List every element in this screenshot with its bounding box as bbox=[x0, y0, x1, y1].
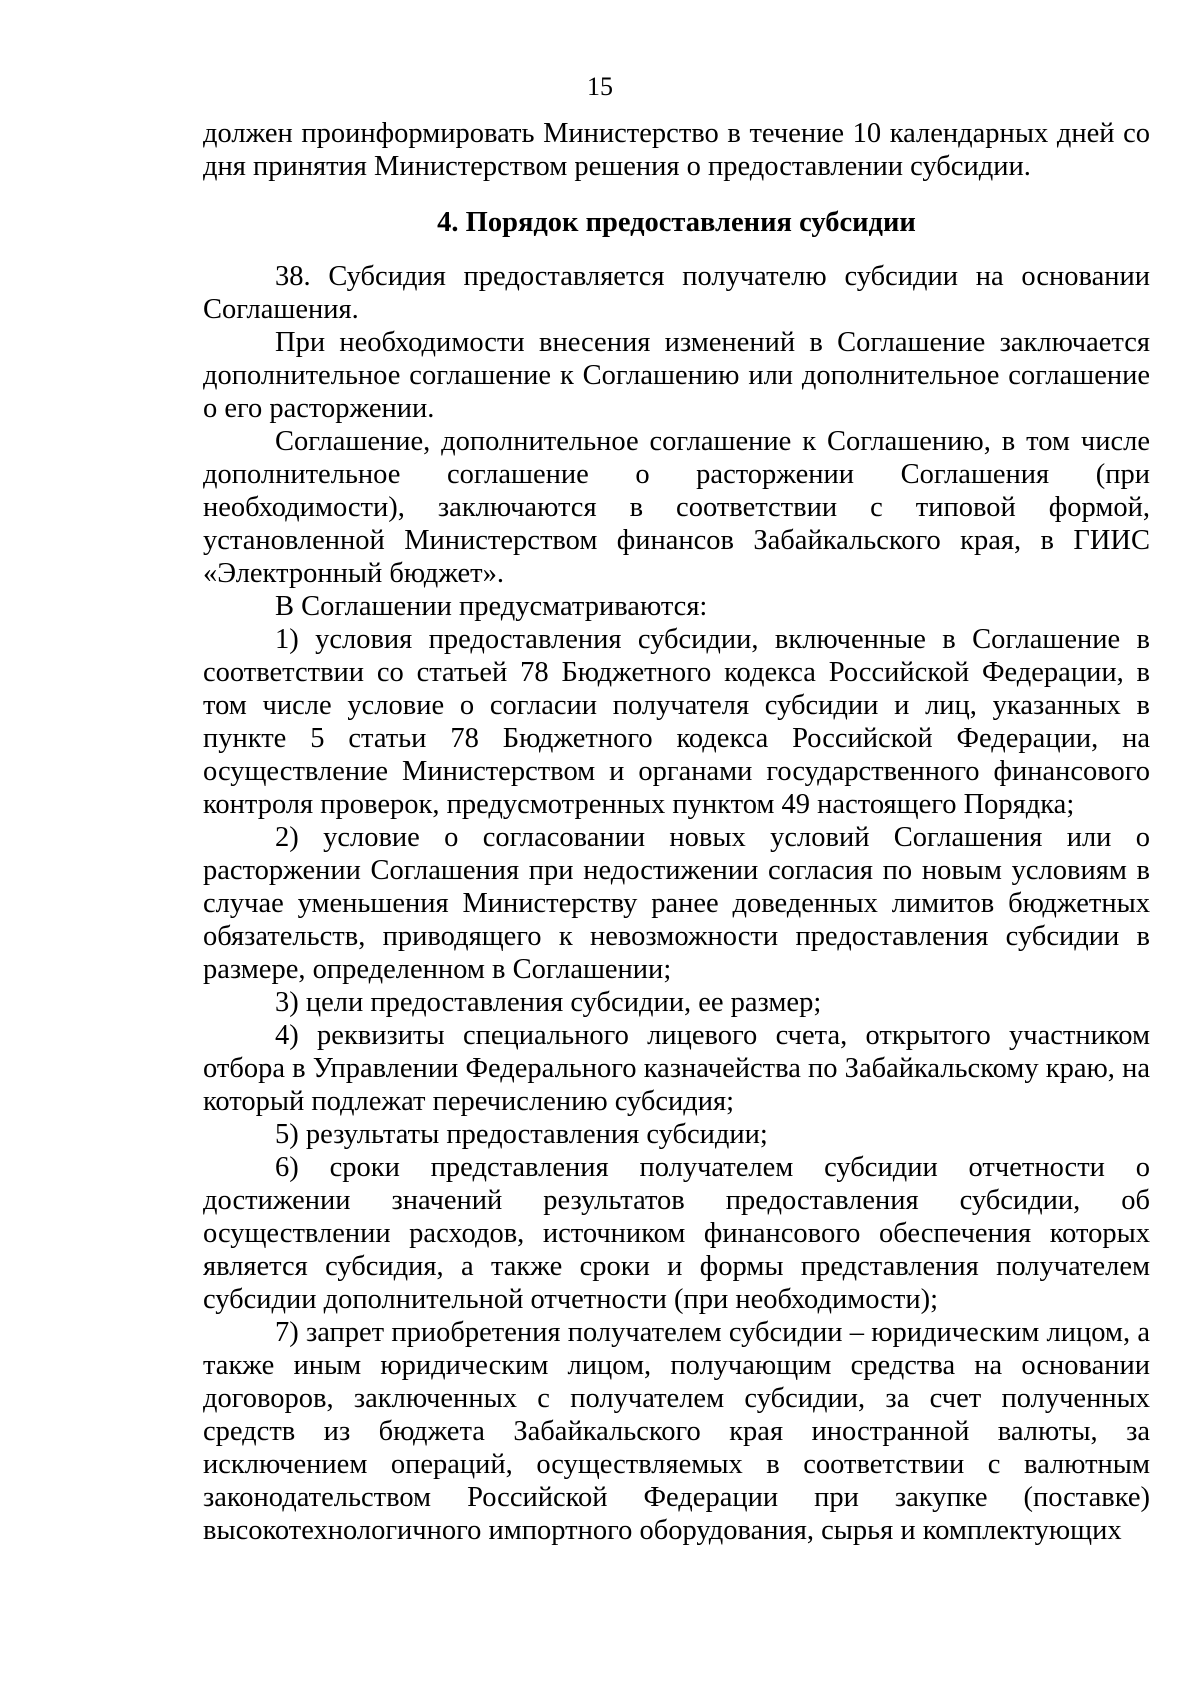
list-item-7: 7) запрет приобретения получателем субсидии – юридическим лицом, а также иным юридическим лицом, получающим средства на основании договоров, заключенных с получателем субсидии, за счет полученных средств из бюджета Забайкальского края иностранной валюты, за исключением операций, осуществляемых в соответствии с валютным законодательством Российской Федерации при закупке (поставке) высокотехнологичного импортного оборудования, сырья и комплектующих bbox=[203, 1317, 1150, 1546]
page-number: 15 bbox=[587, 72, 613, 101]
paragraph-38: 38. Субсидия предоставляется получателю субсидии на основании Соглашения. bbox=[203, 261, 1150, 325]
paragraph-provisions-intro: В Соглашении предусматриваются: bbox=[275, 591, 708, 622]
list-item-3: 3) цели предоставления субсидии, ее размер; bbox=[275, 987, 822, 1018]
intro-paragraph: должен проинформировать Министерство в течение 10 календарных дней со дня принятия Министерством решения о предоставлении субсидии. bbox=[203, 118, 1150, 182]
list-item-6: 6) сроки представления получателем субсидии отчетности о достижении значений результатов предоставления субсидии, об осуществлении расходов, источником финансового обеспечения которых является субсидия, а также сроки и формы представления получателем субсидии дополнительной отчетности (при необходимости); bbox=[203, 1152, 1150, 1315]
list-item-5: 5) результаты предоставления субсидии; bbox=[275, 1119, 768, 1150]
paragraph-amendments: При необходимости внесения изменений в Соглашение заключается дополнительное соглашение к Соглашению или дополнительное соглашение о его расторжении. bbox=[203, 327, 1150, 424]
list-item-2: 2) условие о согласовании новых условий Соглашения или о расторжении Соглашения при недостижении согласия по новым условиям в случае уменьшения Министерству ранее доведенных лимитов бюджетных обязательств, приводящего к невозможности предоставления субсидии в размере, определенном в Соглашении; bbox=[203, 822, 1150, 985]
document-body bbox=[203, 117, 1150, 1547]
paragraph-agreement-form: Соглашение, дополнительное соглашение к Соглашению, в том числе дополнительное соглашение о расторжении Соглашения (при необходимости), заключаются в соответствии с типовой формой, установленной Министерством финансов Забайкальского края, в ГИИС «Электронный бюджет». bbox=[203, 426, 1150, 589]
section-heading: 4. Порядок предоставления субсидии bbox=[437, 207, 916, 238]
list-item-1: 1) условия предоставления субсидии, включенные в Соглашение в соответствии со статьей 78 Бюджетного кодекса Российской Федерации, в том числе условие о согласии получателя субсидии и лиц, указанных в пункте 5 статьи 78 Бюджетного кодекса Российской Федерации, на осуществление Министерством и органами государственного финансового контроля проверок, предусмотренных пунктом 49 настоящего Порядка; bbox=[203, 624, 1150, 820]
list-item-4: 4) реквизиты специального лицевого счета, открытого участником отбора в Управлении Федерального казначейства по Забайкальскому краю, на который подлежат перечислению субсидия; bbox=[203, 1020, 1150, 1117]
